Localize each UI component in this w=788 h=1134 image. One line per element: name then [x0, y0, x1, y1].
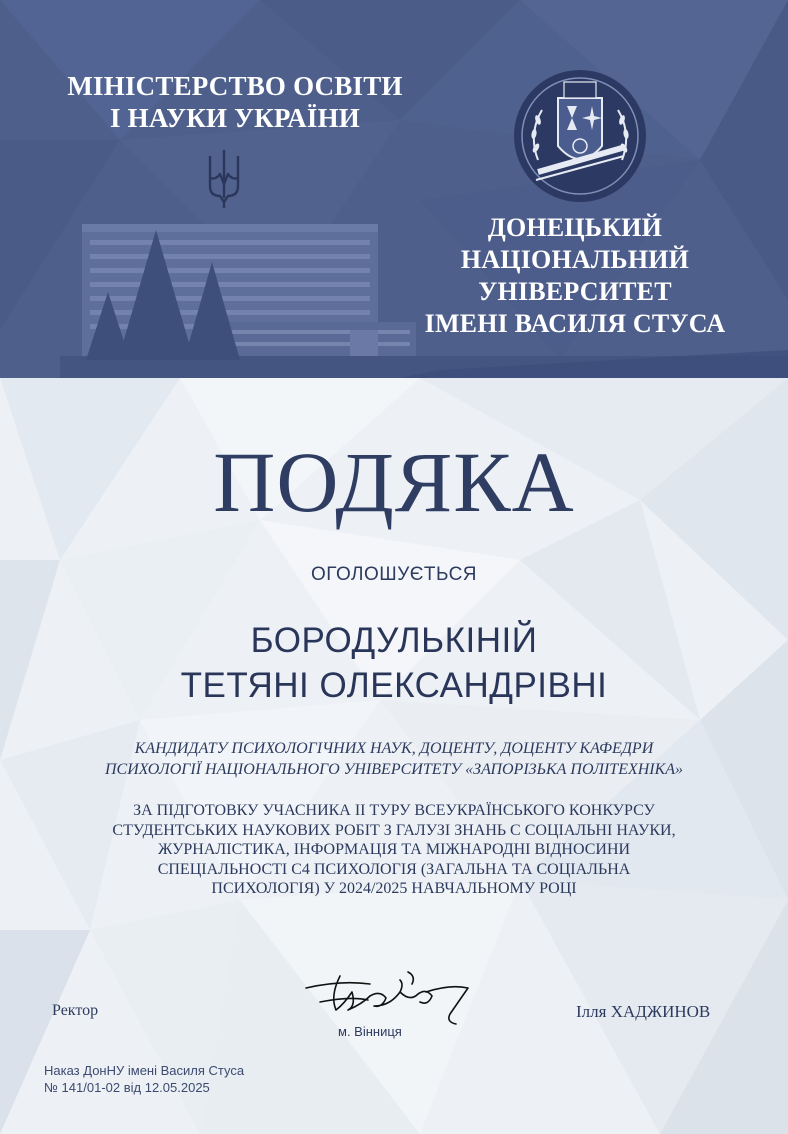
recipient-name [0, 618, 788, 708]
order-line-2: № 141/01-02 від 12.05.2025 [44, 1080, 210, 1095]
order-line-1: Наказ ДонНУ імені Василя Стуса [44, 1063, 245, 1078]
university-title [420, 212, 730, 340]
ministry-title [40, 70, 430, 134]
ministry-line-1: МІНІСТЕРСТВО ОСВІТИ [67, 71, 403, 101]
university-line-2: НАЦІОНАЛЬНИЙ [460, 245, 690, 274]
position-line-1: КАНДИДАТУ ПСИХОЛОГІЧНИХ НАУК, ДОЦЕНТУ, ДОЦЕНТУ КАФЕДРИ [134, 740, 654, 757]
university-line-3: УНІВЕРСИТЕТ [478, 277, 672, 306]
header-banner [0, 0, 788, 378]
rector-label: Ректор [52, 1002, 99, 1019]
recipient-given-names: ТЕТЯНІ ОЛЕКСАНДРІВНІ [180, 666, 608, 705]
position-line-2: ПСИХОЛОГІЇ НАЦІОНАЛЬНОГО УНІВЕРСИТЕТУ «ЗАПОРІЗЬКА ПОЛІТЕХНІКА» [104, 761, 684, 778]
reason-line: ПСИХОЛОГІЯ) У 2024/2025 НАВЧАЛЬНОМУ РОЦІ [211, 880, 577, 897]
university-emblem [512, 68, 648, 204]
university-line-4: ІМЕНІ ВАСИЛЯ СТУСА [424, 309, 726, 338]
reason-line: СПЕЦІАЛЬНОСТІ С4 ПСИХОЛОГІЯ (ЗАГАЛЬНА ТА СОЦІАЛЬНА [157, 860, 631, 878]
ministry-line-2: І НАУКИ УКРАЇНИ [110, 103, 360, 133]
announce-text: ОГОЛОШУЄТЬСЯ [310, 564, 478, 585]
recipient-surname: БОРОДУЛЬКІНІЙ [250, 621, 538, 660]
award-reason [0, 801, 788, 899]
rector-name: Ілля ХАДЖИНОВ [576, 1002, 711, 1021]
trident-icon [206, 148, 242, 210]
city-label: м. Вінниця [338, 1024, 402, 1039]
reason-line: ЖУРНАЛІСТИКА, ІНФОРМАЦІЯ ТА МІЖНАРОДНІ ВІДНОСИНИ [157, 841, 631, 858]
certificate-title: ПОДЯКА [213, 434, 575, 530]
reason-line: ЗА ПІДГОТОВКУ УЧАСНИКА ІІ ТУРУ ВСЕУКРАЇНСЬКОГО КОНКУРСУ [133, 802, 655, 819]
reason-line: СТУДЕНТСЬКИХ НАУКОВИХ РОБІТ З ГАЛУЗІ ЗНАНЬ С СОЦІАЛЬНІ НАУКИ, [112, 821, 676, 839]
recipient-position [0, 738, 788, 780]
university-line-1: ДОНЕЦЬКИЙ [487, 213, 663, 242]
order-reference [44, 1062, 244, 1096]
